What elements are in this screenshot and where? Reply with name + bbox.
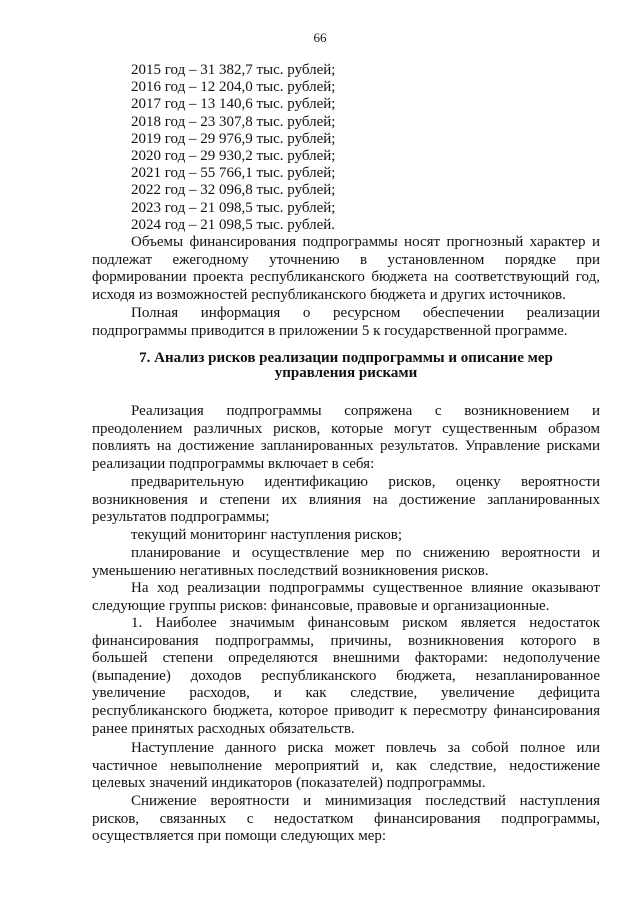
paragraph-forecast	[92, 234, 600, 304]
funding-year-2022: 2022 год – 32 096,8 тыс. рублей;	[131, 182, 336, 199]
funding-year-2015: 2015 год – 31 382,7 тыс. рублей;	[131, 62, 336, 78]
paragraph-line: ранее принятых расходных обязательств.	[92, 720, 355, 737]
paragraph-line: 1. Наиболее значимым финансовым риском является недостаток	[131, 615, 600, 631]
funding-year-2016: 2016 год – 12 204,0 тыс. рублей;	[131, 79, 336, 96]
paragraph-line: следующие группы рисков: финансовые, правовые и организационные.	[92, 597, 550, 614]
paragraph-consequences	[92, 740, 600, 793]
funding-year-2019: 2019 год – 29 976,9 тыс. рублей;	[131, 130, 336, 147]
paragraph-line: предварительную идентификацию рисков, оценку вероятности	[131, 474, 600, 490]
funding-year-2021: 2021 год – 55 766,1 тыс. рублей;	[131, 165, 336, 182]
list-item-monitoring	[92, 527, 600, 545]
page-number: 66	[313, 30, 327, 45]
list-item-identification	[92, 474, 600, 527]
paragraph-line: осуществляется при помощи следующих мер:	[92, 828, 387, 845]
paragraph-line: рисков, связанных с недостатком финансирования подпрограммы,	[92, 810, 600, 827]
paragraph-line: реализации подпрограммы включает в себя:	[92, 455, 375, 472]
paragraph-line: Полная информация о ресурсном обеспечении реализации	[131, 305, 600, 321]
paragraph-line: большей степени определяются внешними факторами: недополучение	[92, 650, 600, 667]
funding-year-2020: 2020 год – 29 930,2 тыс. рублей;	[131, 148, 336, 165]
paragraph-line: целевых значений индикаторов (показателей) подпрограммы.	[92, 775, 486, 792]
paragraph-line: республиканского бюджета, которое приводит к пересмотру финансирования	[92, 702, 600, 719]
paragraph-line: подлежат ежегодному уточнению в установленном порядке при	[92, 251, 600, 268]
paragraph-line: На ход реализации подпрограммы существенное влияние оказывают	[131, 580, 600, 596]
paragraph-mitigation	[92, 793, 600, 846]
list-item-planning	[92, 545, 600, 580]
paragraph-line: формировании проекта республиканского бюджета на соответствующий год,	[92, 269, 600, 286]
funding-by-year-list	[131, 62, 335, 234]
paragraph-line: преодолением различных рисков, которые могут существенным образом	[92, 420, 600, 437]
paragraph-line: планирование и осуществление мер по снижению вероятности и	[131, 545, 600, 561]
paragraph-line: Снижение вероятности и минимизация последствий наступления	[131, 793, 600, 809]
funding-year-2018: 2018 год – 23 307,8 тыс. рублей;	[131, 113, 336, 130]
paragraph-line: повлиять на достижение запланированных результатов. Управление рисками	[92, 438, 600, 455]
section-7-heading-line-2: управления рисками	[274, 365, 418, 381]
funding-year-2017: 2017 год – 13 140,6 тыс. рублей;	[131, 96, 336, 113]
paragraph-line: (выпадение) доходов республиканского бюджета, незапланированное	[92, 667, 600, 684]
paragraph-line: Объемы финансирования подпрограммы носят прогнозный характер и	[131, 234, 600, 250]
funding-year-2023: 2023 год – 21 098,5 тыс. рублей;	[131, 199, 336, 216]
paragraph-line: возникновения и степени их влияния на достижение запланированных	[92, 491, 600, 508]
paragraph-line: уменьшению негативных последствий возникновения рисков.	[92, 562, 489, 579]
paragraph-line: увеличение расходов, и как следствие, увеличение дефицита	[92, 685, 600, 702]
paragraph-line: исходя из возможностей республиканского бюджета и других источников.	[92, 286, 566, 303]
funding-year-2024: 2024 год – 21 098,5 тыс. рублей.	[131, 216, 336, 233]
paragraph-line: подпрограммы приводится в приложении 5 к государственной программе.	[92, 322, 568, 339]
section-7-heading-line-1: 7. Анализ рисков реализации подпрограммы и описание мер	[139, 350, 553, 366]
paragraph-line: Реализация подпрограммы сопряжена с возникновением и	[131, 403, 600, 419]
paragraph-line: результатов подпрограммы;	[92, 509, 270, 526]
paragraph-risk-groups	[92, 580, 600, 615]
paragraph-risks-intro	[92, 403, 600, 473]
paragraph-line: финансирования подпрограммы, причины, возникновения которого в	[92, 632, 600, 649]
paragraph-line: текущий мониторинг наступления рисков;	[131, 527, 403, 543]
paragraph-resource-info	[92, 305, 600, 340]
paragraph-line: частичное невыполнение мероприятий и, как следствие, недостижение	[92, 757, 600, 774]
paragraph-financial-risk	[92, 615, 600, 738]
paragraph-line: Наступление данного риска может повлечь за собой полное или	[131, 740, 600, 756]
